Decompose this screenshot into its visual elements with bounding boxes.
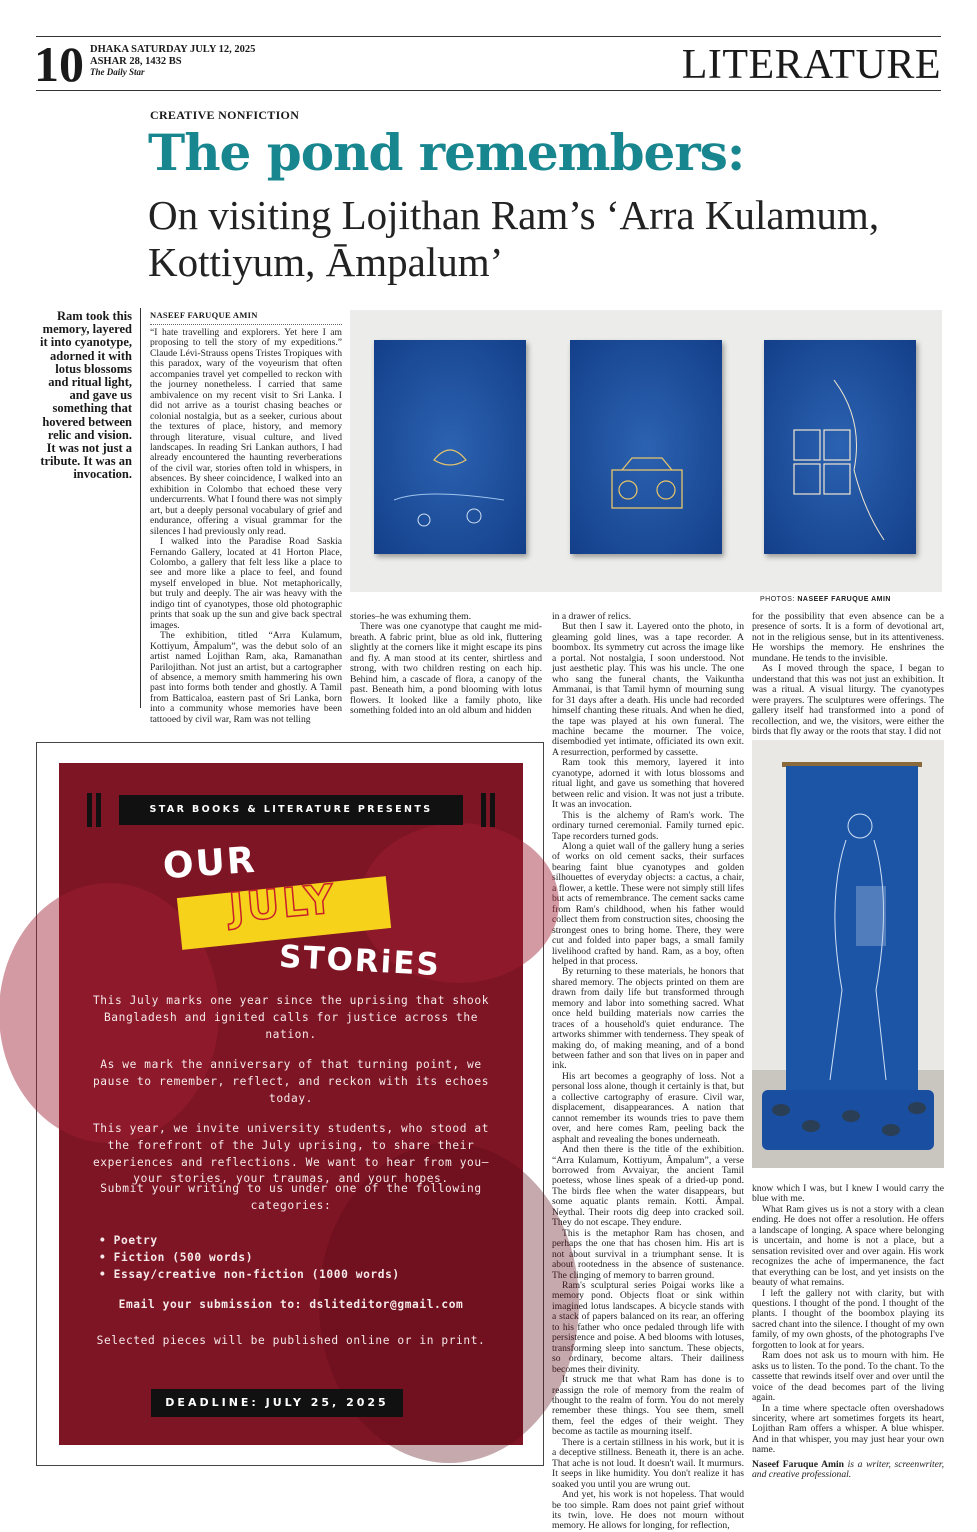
paragraph: know which I was, but I knew I would carry the blue with me. [752,1183,944,1205]
article-column-5 [752,1183,944,1481]
bangla-date: ASHAR 28, 1432 BS [90,55,182,67]
call-for-submissions-ad [36,742,544,1466]
author-bio: Naseef Faruque Amin is a writer, screenwriter, and creative professional. [752,1458,944,1481]
paragraph: There is a certain stillness in his work, but it is a deceptive stillness. Beneath it, there is an ache. That ache is not loud. It doesn't wail. It murmurs. It seeps in like humidity. You don't realize it has soaked you until you are wrung out. [552,1436,744,1490]
paragraph: What Ram gives us is not a story with a clean ending. He does not offer a resolution. He offers a landscape of longing. A space where belonging is uncertain, and home is not a place, but a sensation revisited over and over again. His work recognizes the ache of impermanence, the fact that everything can be lost, and yet insists on the beauty of what remains. [752,1203,944,1289]
paragraph: The exhibition, titled “Arra Kulamum, Kottiyum, Āmpalum”, was the debut solo of an artist named Lojithan Ram, aka, Ramanathan Parilojithan. Not just an artist, but a cartographer of absence, a memory smith hammering his own past into forms both tender and ghostly. A Tamil from Batticaloa, eastern past of Sri Lanka, born into a community whose memories have been tattooed by civil war, Ram was not telling [150,630,342,725]
article-column-1 [150,327,342,725]
category-item: • Essay/creative non-fiction (1000 words) [99,1267,400,1284]
figure-outline-icon [786,766,918,1106]
cyanotype-photos [350,310,942,592]
deadline-banner: DEADLINE: JULY 25, 2025 [151,1389,403,1417]
paragraph: His art becomes a geography of loss. Not a personal loss alone, though it certainly is that, but a collective cartography of erasure. Civil war, displacement, disappearances. A nation that cannot remember its wounds tries to pave them over, and here comes Ram, peeling back the asphalt and revealing the bones underneath. [552,1070,744,1145]
photo-credit: PHOTOS: NASEEF FARUQUE AMIN [760,596,891,603]
decorative-bars-left [87,793,101,827]
pull-quote: Ram took this memory, layered it into cyanotype, adorned it with lotus blossoms and ritual light, and gave us something that hovered between relic and vision. It was not just a tribute. It was an invocation. [39,309,132,482]
kicker: CREATIVE NONFICTION [150,108,300,122]
paragraph: This is the alchemy of Ram's work. The ordinary turned ceremonial. Family turned epic. Tape recorders turned gods. [552,809,744,842]
paragraph: Along a quiet wall of the gallery hung a series of works on old cement sacks, their surfaces bearing faint blue cyanotypes and golden silhouettes of everyday objects: a cactus, a chair, a flower, a kettle. These were not simply still lifes but acts of remembrance. The cement sacks came from Ram's childhood, when his father would collect them from construction sites, choosing the strongest ones to bring home. There, they were cut and folded into paper bags, a small family livelihood crafted by hand. Ram, as a boy, often helped in that process. [552,840,744,967]
poster [59,763,523,1445]
category-item: • Poetry [99,1233,400,1250]
paragraph: I left the gallery not with clarity, but with questions. I thought of the pond. I thought of the plants. I thought of the boombox playing its sacred chant into the silence. I thought of my own family, of my own ghosts, of the photographs I've forgotten to look at for years. [752,1287,944,1351]
lily-pad-icon [908,1102,926,1114]
article-column-3 [552,611,744,1532]
poster-paragraph-3: This year, we invite university students, who stood at the forefront of the July uprising, to share their experiences and reflections. We want to hear from you—your stories, your traumas, and your hopes. [92,1122,490,1186]
title-july: JULY [227,876,339,932]
paragraph: By returning to these materials, he honors that shared memory. The objects printed on them are drawn from daily life but transformed through memory and labor into something sacred. What once held building materials now carries the traces of a household's quiet endurance. The artworks shimmer with tenderness. They speak of making do, of making meaning, and of a bond between father and son that lives on in paper and ink. [552,966,744,1072]
lily-pad-icon [842,1110,860,1122]
paragraph: As I moved through the space, I began to understand that this was not just an exhibition. It was a ritual. A visual liturgy. The cyanotypes were prayers. The sculptures were offerings. The gallery itself had transformed into a pond of recollection, and we, the visitors, were either the birds that fly away or the roots that stay. I did not [752,663,944,737]
paragraph: Ram's sculptural series Poigai works like a memory pond. Objects float or sink within imagined lotus landscapes. A bicycle stands with a stack of papers balanced on its rear, an offering to his father who once pedaled through life with persistence and poise. A bed blooms with lotuses, transforming sleep into sanctum. These objects, so ordinary, become altars. Their dailiness becomes their divinity. [552,1280,744,1375]
paragraph: There was one cyanotype that caught me mid-breath. A fabric print, blue as old ink, fluttering slightly at the corners like it might escape its pins and fly. A man stood at its center, shirtless and strong, with two children resting on each hip. Behind him, a cascade of flora, a canopy of the past. Beneath him, a pond blooming with lotus flowers. It looked like a family photo, like something folded into an old album and hidden [350,621,542,717]
paragraph: Ram took this memory, layered it into cyanotype, adorned it with lotus blossoms and ritual light, and gave us something that hovered between relic and vision. It was not just a tribute. It was an invocation. [552,757,744,811]
dateline [90,44,255,79]
paper-name: The Daily Star [90,67,145,77]
paragraph: stories–he was exhuming them. [350,611,471,622]
boombox-icon [570,340,722,554]
poster-paragraph-4: Submit your writing to us under one of the following categories: [100,1182,482,1212]
lily-pad-icon [802,1120,820,1132]
paragraph: “I hate travelling and explorers. Yet here I am proposing to tell the story of my expeditions.” Claude Lévi-Strauss opens Tristes Tropiques with this paradox, wary of the voyeurism that often accompanies travel yet compelled to reckon with the journey nonetheless. I carried that same ambivalence on my recent visit to Sri Lanka. I did not arrive as a tourist chasing beaches or colonial nostalgia, but as a seeker, curious about the textures of place, history, and memory through literature, visual culture, and lived landscapes. In reading Sri Lankan authors, I had already encountered the haunting reverberations of the civil war, stories often told in whispers, in absences. By sheer coincidence, I walked into an exhibition in Colombo that echoed these very undercurrents. What I found there was not simply art, but a deeply personal vocabulary of grief and endurance, offering a visual grammar for the silences I had previously only read. [150,327,342,537]
page-number: 10 [34,36,84,92]
top-rule [36,36,941,37]
decorative-bars-right [481,793,495,827]
cyanotype-print-lotus [374,340,526,554]
paragraph: In a time where spectacle often overshadows sincerity, where art sometimes forgets its heart, Lojithan Ram offers a whisper. A blue whisper. And in that whisper, you may just hear your own name. [752,1402,944,1456]
paragraph: It struck me that what Ram has done is to reassign the role of memory from the realm of thought to the realm of form. You do not merely remember these things. You see them, smell them, feel the edges of their weight. They become as tactile as mourning itself. [552,1374,744,1438]
published-line: Selected pieces will be published online or in print. [96,1334,486,1347]
date-line: DHAKA SATURDAY JULY 12, 2025 [90,44,256,55]
paragraph: for the possibility that even absence can be a presence of sorts. It is a form of devotional art, not in the religious sense, but in its attentiveness. He worships the memory. He enshrines the mundane. He tends to the invisible. [752,611,944,664]
byline: NASEEF FARUQUE AMIN [150,310,342,325]
poster-paragraph-2: As we mark the anniversary of that turning point, we pause to remember, reflect, and reckon with its echoes today. [92,1058,490,1105]
paragraph: I walked into the Paradise Road Saskia Fernando Gallery, located at 41 Horton Place, Colombo, a gallery that felt less like a place to see and more like a place to feel, and found myself enveloped in blue. Not metaphorically, but truly and deeply. The air was heavy with the indigo tint of cyanotypes, those old photographic prints that soak up the sun and give back spectral images. [150,536,342,631]
cyanotype-print-boombox [570,340,722,554]
lotus-icon [374,340,526,554]
title-stories: STORiES [278,938,442,984]
column-rule [140,308,141,708]
category-item: • Fiction (500 words) [99,1250,400,1267]
window-figure-icon [764,340,916,554]
paragraph: This is the metaphor Ram has chosen, and perhaps the one that has chosen him. His art is not about survival in a triumphant sense. It is about rootedness in the absence of sustenance. The clinging of memory to barren ground. [552,1227,744,1281]
email-line: Email your submission to: dsliteditor@gmail.com [118,1298,464,1311]
poster-paragraph-1: This July marks one year since the uprising that shook Bangladesh and ignited calls for justice across the nation. [92,994,490,1041]
presents-banner: STAR BOOKS & LITERATURE PRESENTS [119,795,463,825]
paragraph: And yet, his work is not hopeless. That would be too simple. Ram does not paint grief without its twin, love. He does not mourn without memory. He allows for longing, for reflection, [552,1489,744,1532]
paragraph: But then I saw it. Layered onto the photo, in gleaming gold lines, was a tape recorder. A boombox. Its symmetry cut across the image like a portal. Not nostalgia, I soon understood. Not just aesthetic play. This was his uncle. The one who sang the funeral chants, the Vaikuntha Ammanai, is that Tamil hymn of mourning sung for 31 days after a death. His uncle had recorded himself chanting these rituals. And when he died, the tape was played at his own funeral. The machine became the mourner. The voice, disembodied yet intimate, officiated its own exit. A resurrection, performed by cassette. [552,621,744,758]
headline: The pond remembers: [148,123,745,182]
lily-pad-icon [882,1124,900,1136]
installation-photo [752,740,944,1168]
section-title: LITERATURE [681,42,941,88]
paragraph: And then there is the title of the exhibition. “Arra Kulamum, Kottiyum, Āmpalum”, a verse borrowed from Avvaiyar, the ancient Tamil poetess, whose lines speak of a dried-up pond. The birds flee when the water disappears, but some aquatic plants remain. Kotti. Āmpal. Neythal. Their roots dig deep into cracked soil. They do not escape. They endure. [552,1144,744,1229]
article-column-4 [752,611,944,737]
paragraph: in a drawer of relics. [552,611,632,622]
cyanotype-banner [786,766,918,1106]
article-column-2 [350,611,542,717]
lily-pad-icon [772,1104,790,1116]
cyanotype-print-window [764,340,916,554]
subheadline: On visiting Lojithan Ram’s ‘Arra Kulamum, Kottiyum, Āmpalum’ [148,192,880,285]
header-rule [36,90,941,91]
paragraph: Ram does not ask us to mourn with him. He asks us to listen. To the pond. To the chant. To the cassette that rewinds itself over and over until the voice of the dead becomes part of the living again. [752,1350,944,1404]
title-our: OUR [161,839,258,888]
category-list [99,1233,400,1283]
